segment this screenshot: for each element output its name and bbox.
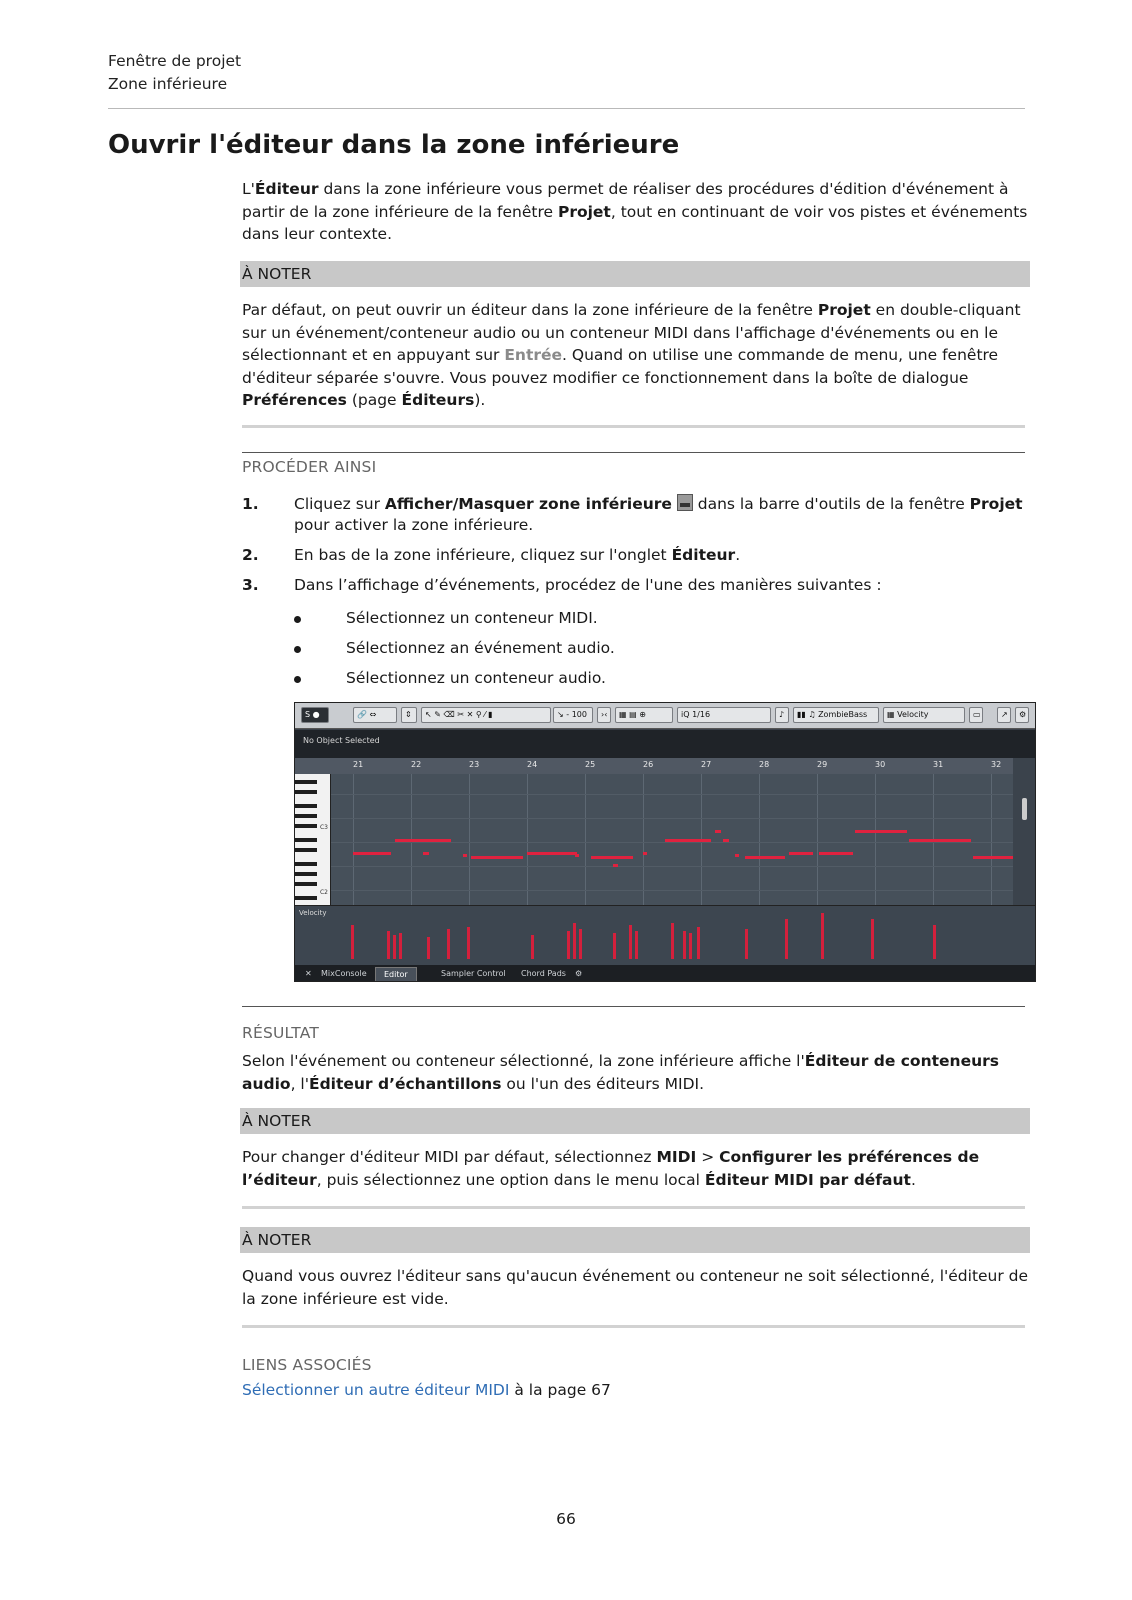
procedure-divider [242, 452, 1025, 453]
midi-note[interactable] [735, 854, 739, 857]
midi-note[interactable] [527, 852, 577, 855]
gear-icon[interactable]: ⚙ [575, 969, 583, 978]
note-header-2: À NOTER [240, 1108, 1030, 1134]
lower-zone-editor-screenshot [294, 702, 1036, 982]
midi-note[interactable] [855, 830, 907, 833]
midi-note[interactable] [591, 856, 633, 859]
note-grid[interactable] [331, 774, 1013, 905]
open-editor-icon[interactable]: ↗ [997, 707, 1011, 723]
instrument-selector[interactable]: ▮▮ ♫ ZombieBass [793, 707, 879, 723]
running-head [108, 50, 241, 96]
tool-buttons[interactable]: ↖ ✎ ⌫ ✂ ✕ ⚲ ⁄ ▮ [421, 707, 551, 723]
vertical-zoom-scrollbar[interactable] [1013, 758, 1036, 905]
tab-editor[interactable]: Editor [375, 967, 417, 981]
step-input-icon[interactable]: ♪ [775, 707, 789, 723]
procedure-label: PROCÉDER AINSI [242, 458, 377, 476]
midi-note[interactable] [819, 852, 853, 855]
midi-note[interactable] [909, 839, 971, 842]
key-enter: Entrée [504, 346, 563, 364]
step-1: 1. Cliquez sur Afficher/Masquer zone inférieure dans la barre d'outils de la fenêtre Projet pour activer la zone inférieure. [242, 495, 1023, 534]
note-header-3: À NOTER [240, 1227, 1030, 1253]
running-head-section: Zone inférieure [108, 75, 228, 93]
bullet-dot [294, 616, 301, 623]
note-text-1: Par défaut, on peut ouvrir un éditeur dans la zone inférieure de la fenêtre Projet en double-cliquant sur un événement/conteneur audio ou un conteneur MIDI dans l'affichage d'événements ou en le sélectionnant et en appuyant sur Entrée. Quand on utilise une commande de menu, une fenêtre d'éditeur séparée s'ouvre. Vous pouvez modifier ce fonctionnement dans la boîte de dialogue Préférences (page Éditeurs). [242, 301, 1021, 409]
related-link[interactable]: Sélectionner un autre éditeur MIDI [242, 1381, 510, 1399]
note-header-1: À NOTER [240, 261, 1030, 287]
note-text-3: Quand vous ouvrez l'éditeur sans qu'aucun événement ou conteneur ne soit sélectionné, l'éditeur de la zone inférieure est vide. [242, 1267, 1029, 1308]
midi-note[interactable] [463, 854, 467, 857]
note-end-rule-1 [242, 425, 1025, 428]
quantize-field[interactable]: iQ 1/16 [677, 707, 771, 723]
piano-keyboard[interactable]: C3 C2 [295, 774, 331, 905]
result-text: Selon l'événement ou conteneur sélectionné, la zone inférieure affiche l'Éditeur de conteneurs audio, l'Éditeur d’échantillons ou l'un des éditeurs MIDI. [242, 1052, 999, 1093]
note-end-rule-2 [242, 1206, 1025, 1209]
page-number: 66 [556, 1510, 576, 1528]
close-icon[interactable]: ✕ [305, 969, 312, 978]
midi-note[interactable] [643, 852, 647, 855]
editor-toolbar [295, 703, 1036, 729]
info-line: No Object Selected [295, 730, 1036, 758]
midi-note[interactable] [715, 830, 721, 833]
tab-sampler-control[interactable]: Sampler Control [441, 969, 506, 978]
velocity-lane[interactable]: Velocity [295, 905, 1036, 965]
midi-note[interactable] [745, 856, 785, 859]
midi-note[interactable] [575, 854, 579, 857]
page-title: Ouvrir l'éditeur dans la zone inférieure [108, 130, 680, 160]
quantize-tools[interactable]: ▦ ▤ ⊕ [615, 707, 673, 723]
result-label: RÉSULTAT [242, 1024, 319, 1042]
result-divider [242, 1006, 1025, 1007]
midi-note[interactable] [353, 852, 391, 855]
midi-note[interactable] [723, 839, 729, 842]
window-layout-icon[interactable]: ▭ [969, 707, 983, 723]
midi-note[interactable] [471, 856, 523, 859]
tab-mixconsole[interactable]: MixConsole [321, 969, 367, 978]
midi-note[interactable] [423, 852, 429, 855]
midi-note[interactable] [395, 839, 451, 842]
zoom-field[interactable]: ↘ - 100 [553, 707, 593, 723]
nudge-icon[interactable]: ›‹ [597, 707, 611, 723]
midi-note[interactable] [665, 839, 711, 842]
midi-note[interactable] [613, 864, 618, 867]
related-link-line: Sélectionner un autre éditeur MIDI à la page 67 [242, 1381, 611, 1399]
related-links-label: LIENS ASSOCIÉS [242, 1356, 372, 1374]
step-3: 3. Dans l’affichage d’événements, procédez de l'une des manières suivantes : [242, 576, 882, 594]
running-head-chapter: Fenêtre de projet [108, 52, 242, 70]
bullet-dot [294, 676, 301, 683]
settings-icon[interactable]: ⚙ [1015, 707, 1029, 723]
intro-paragraph: L'Éditeur dans la zone inférieure vous permet de réaliser des procédures d'édition d'événement à partir de la zone inférieure de la fenêtre Projet, tout en continuant de voir vos pistes et événements dans leur contexte. [242, 180, 1028, 243]
midi-note[interactable] [789, 852, 813, 855]
show-hide-lower-zone-icon[interactable] [677, 494, 693, 511]
split-icon[interactable]: ⇕ [401, 707, 417, 723]
link-buttons[interactable]: 🔗 ⇔ [353, 707, 397, 723]
note-text-2: Pour changer d'éditeur MIDI par défaut, sélectionnez MIDI > Configurer les préférences de l’éditeur, puis sélectionnez une option dans le menu local Éditeur MIDI par défaut. [242, 1148, 980, 1189]
tab-chord-pads[interactable]: Chord Pads [521, 969, 566, 978]
solo-record-buttons[interactable]: S ● [301, 707, 329, 723]
step-2: 2. En bas de la zone inférieure, cliquez sur l'onglet Éditeur. [242, 546, 741, 564]
header-divider [108, 108, 1025, 109]
note-end-rule-3 [242, 1325, 1025, 1328]
lower-zone-tabs [295, 965, 1036, 982]
bullet-dot [294, 646, 301, 653]
controller-selector[interactable]: ▦ Velocity [883, 707, 965, 723]
bar-ruler[interactable]: 21 22 23 24 25 26 27 28 29 30 31 32 [295, 758, 1036, 774]
